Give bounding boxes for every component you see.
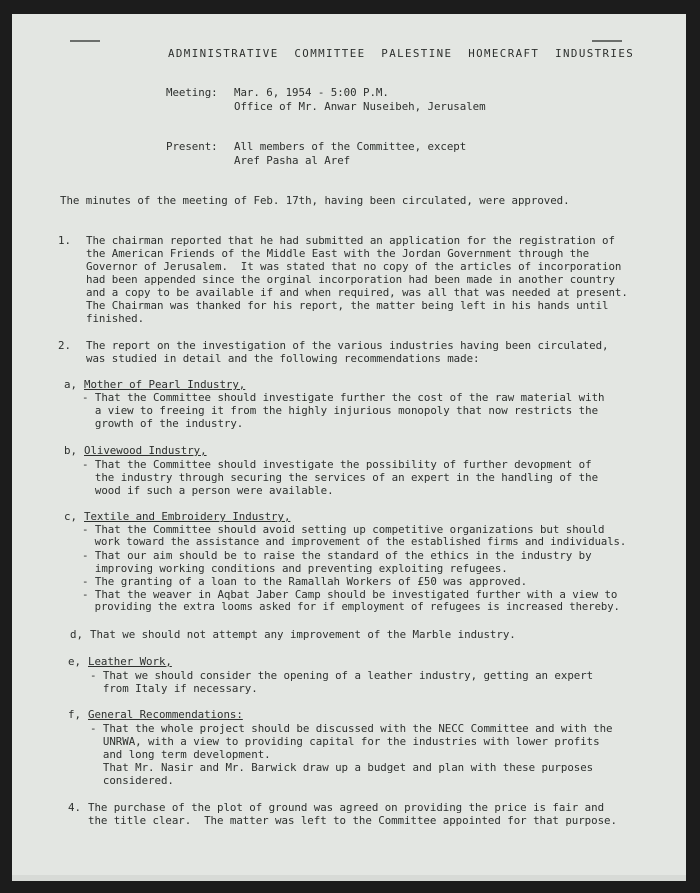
meeting-datetime: Mar. 6, 1954 - 5:00 P.M.: [234, 86, 389, 99]
paragraph-line: The report on the investigation of the various industries having been circulated,: [86, 339, 609, 352]
sub-heading-leather: Leather Work,: [88, 655, 172, 668]
recommendation-line: a view to freeing it from the highly injurious monopoly that now restricts the: [82, 404, 599, 417]
recommendation-line: - That the weaver in Aqbat Jaber Camp should be investigated further with a view to: [82, 588, 618, 601]
recommendation-line: considered.: [90, 774, 174, 787]
sub-heading-mother-of-pearl: Mother of Pearl Industry,: [84, 378, 246, 391]
meeting-label: Meeting:: [166, 86, 218, 99]
document-page: [12, 14, 686, 881]
recommendation-line: providing the extra looms asked for if employment of refugees is increased thereby.: [82, 601, 620, 613]
recommendation-line: from Italy if necessary.: [90, 682, 258, 695]
recommendation-line: That Mr. Nasir and Mr. Barwick draw up a budget and plan with these purposes: [90, 761, 594, 774]
recommendation-line: improving working conditions and preventing exploiting refugees.: [82, 562, 508, 575]
punch-mark: [70, 40, 100, 42]
recommendation-line: and long term development.: [90, 748, 271, 761]
meeting-location: Office of Mr. Anwar Nuseibeh, Jerusalem: [234, 100, 486, 113]
recommendation-line: - That the Committee should avoid setting up competitive organizations but should: [82, 523, 605, 536]
present-exception: Aref Pasha al Aref: [234, 154, 351, 167]
recommendation-line: the industry through securing the services of an expert in the handling of the: [82, 471, 599, 484]
recommendation-line: - That the Committee should investigate further the cost of the raw material with: [82, 391, 605, 404]
item-number: 2.: [58, 339, 71, 352]
paragraph-line: was studied in detail and the following recommendations made:: [86, 352, 480, 365]
item-number: 1.: [58, 234, 71, 247]
recommendation-line: - That our aim should be to raise the standard of the ethics in the industry by: [82, 549, 592, 562]
paragraph-line: Governor of Jerusalem. It was stated that no copy of the articles of incorporation: [86, 260, 622, 273]
recommendation-line: - That the whole project should be discussed with the NECC Committee and with the: [90, 722, 613, 735]
paragraph-line: had been appended since the orginal incorporation had been made in another country: [86, 273, 615, 286]
paragraph-line: the American Friends of the Middle East with the Jordan Government through the: [86, 247, 590, 260]
recommendation-line: UNRWA, with a view to providing capital for the industries with lower profits: [90, 735, 600, 748]
paragraph-line: finished.: [86, 312, 145, 325]
present-label: Present:: [166, 140, 218, 153]
sub-letter: d,: [70, 628, 83, 641]
recommendation-line: - The granting of a loan to the Ramallah Workers of £50 was approved.: [82, 575, 528, 588]
sub-heading-textile: Textile and Embroidery Industry,: [84, 510, 291, 523]
punch-mark: [592, 40, 622, 42]
recommendation-line: wood if such a person were available.: [82, 484, 334, 497]
sub-heading-general: General Recommendations:: [88, 708, 243, 721]
recommendation-line: - That the Committee should investigate the possibility of further devopment of: [82, 458, 592, 471]
page-edge: [12, 875, 686, 881]
document-title: ADMINISTRATIVE COMMITTEE PALESTINE HOMECRAFT INDUSTRIES: [168, 47, 635, 60]
item-number: 4.: [68, 801, 81, 814]
paragraph-line: the title clear. The matter was left to the Committee appointed for that purpose.: [88, 814, 617, 827]
recommendation-marble: That we should not attempt any improvement of the Marble industry.: [90, 628, 516, 641]
sub-letter: b,: [64, 444, 77, 457]
sub-letter: f,: [68, 708, 81, 721]
paragraph-line: and a copy to be available if and when required, was all that was needed at present.: [86, 286, 628, 299]
paragraph-line: The chairman reported that he had submitted an application for the registration of: [86, 234, 615, 247]
recommendation-line: growth of the industry.: [82, 417, 244, 430]
sub-letter: e,: [68, 655, 81, 668]
recommendation-line: - That we should consider the opening of a leather industry, getting an expert: [90, 669, 594, 682]
recommendation-line: work toward the assistance and improvement of the established firms and individuals.: [82, 536, 627, 548]
minutes-approval: The minutes of the meeting of Feb. 17th, having been circulated, were approved.: [60, 194, 570, 207]
paragraph-line: The Chairman was thanked for his report, the matter being left in his hands until: [86, 299, 609, 312]
sub-letter: c,: [64, 510, 77, 523]
sub-letter: a,: [64, 378, 77, 391]
paragraph-line: The purchase of the plot of ground was agreed on providing the price is fair and: [88, 801, 605, 814]
present-members: All members of the Committee, except: [234, 140, 467, 153]
sub-heading-olivewood: Olivewood Industry,: [84, 444, 207, 457]
